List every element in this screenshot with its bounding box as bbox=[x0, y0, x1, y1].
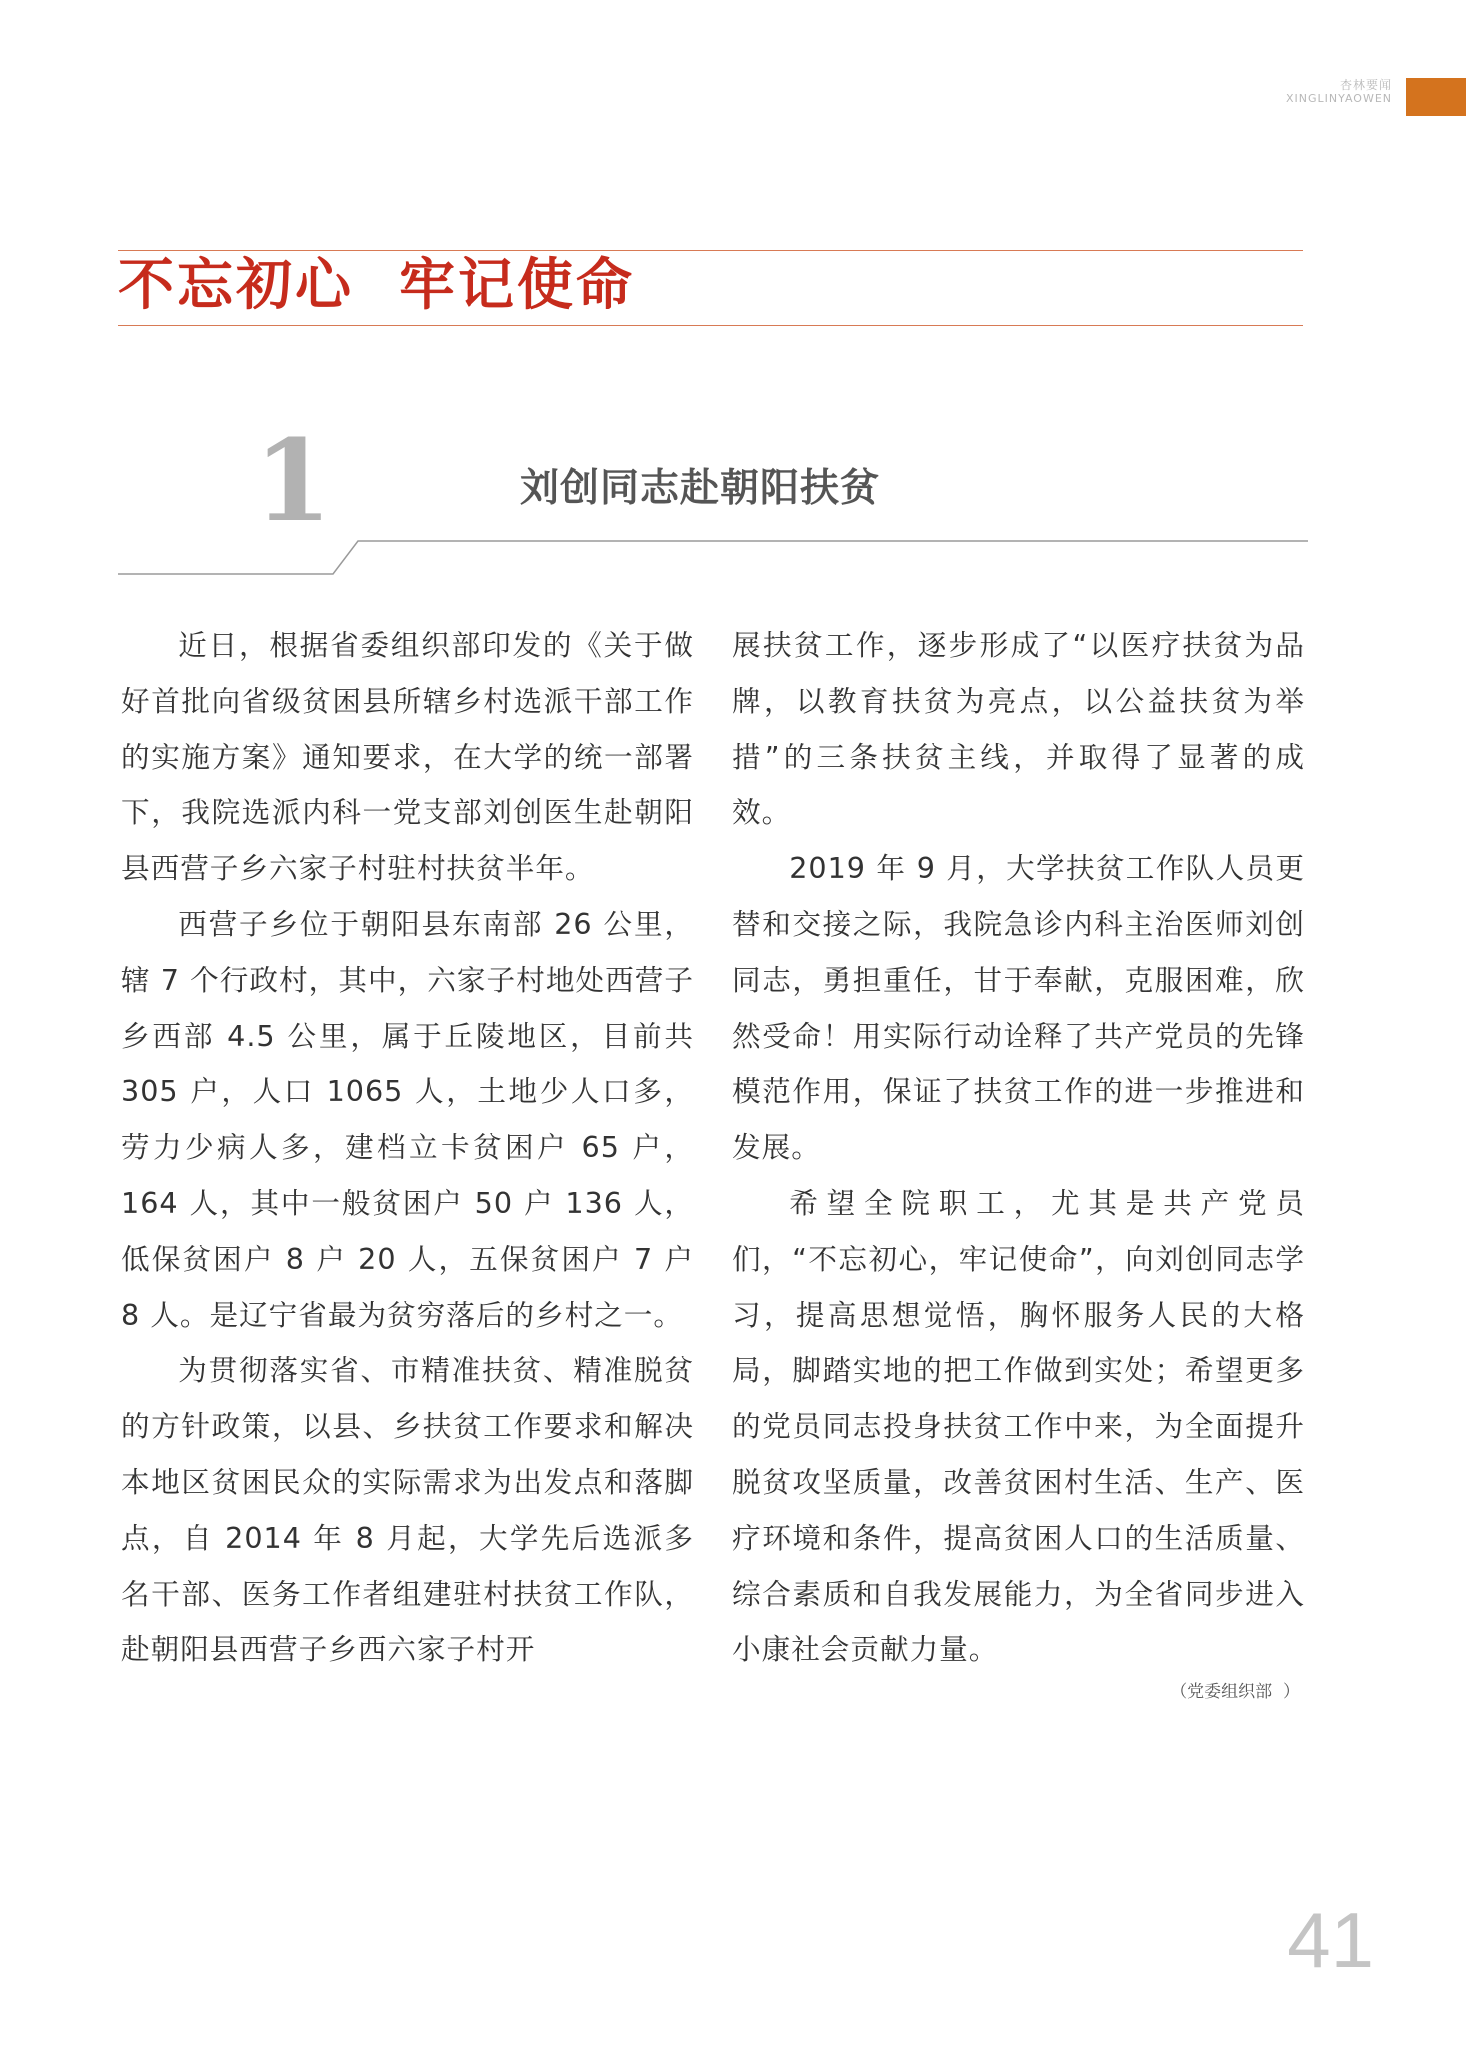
article-title: 刘创同志赴朝阳扶贫 bbox=[520, 465, 881, 511]
header-accent-bar bbox=[1406, 78, 1466, 116]
brand-name-en: XINGLINYAOWEN bbox=[1285, 92, 1392, 105]
article-body-left-column bbox=[121, 618, 694, 1678]
section-title-top-rule bbox=[118, 250, 1303, 251]
article-paragraph-continued: 展扶贫工作，逐步形成了“以医疗扶贫为品牌，以教育扶贫为亮点，以公益扶贫为举措”的三条扶贫主线，并取得了显著的成效。 bbox=[732, 628, 1305, 830]
section-title-bottom-rule bbox=[118, 325, 1303, 326]
article-paragraph: 近日，根据省委组织部印发的《关于做好首批向省级贫困县所辖乡村选派干部工作的实施方案》通知要求，在大学的统一部署下，我院选派内科一党支部刘创医生赴朝阳县西营子乡六家子村驻村扶贫半年。 bbox=[121, 628, 694, 886]
article-paragraph: 2019 年 9 月，大学扶贫工作队人员更替和交接之际，我院急诊内科主治医师刘创同志，勇担重任，甘于奉献，克服困难，欣然受命！用实际行动诠释了共产党员的先锋模范作用，保证了扶贫工作的进一步推进和发展。 bbox=[732, 851, 1305, 1165]
article-paragraph: 希望全院职工，尤其是共产党员们，“不忘初心，牢记使命”，向刘创同志学习，提高思想觉悟，胸怀服务人民的大格局，脚踏实地的把工作做到实处；希望更多的党员同志投身扶贫工作中来，为全面提升脱贫攻坚质量，改善贫困村生活、生产、医疗环境和条件，提高贫困人口的生活质量、综合素质和自我发展能力，为全省同步进入小康社会贡献力量。 bbox=[732, 1185, 1305, 1667]
article-number: 1 bbox=[254, 416, 332, 547]
article-paragraph: 西营子乡位于朝阳县东南部 26 公里，辖 7 个行政村，其中，六家子村地处西营子乡西部 4.5 公里，属于丘陵地区，目前共 305 户，人口 1065 人，土地少人口多，劳力少病人多，建档立卡贫困户 65 户，164 人，其中一般贫困户 50 户 136 人，低保贫困户 8 户 20 人，五保贫困户 7 户 8 人。是辽宁省最为贫穷落后的乡村之一。 bbox=[121, 906, 694, 1332]
brand-name-cn: 杏林要闻 bbox=[1339, 78, 1392, 92]
magazine-brand bbox=[1286, 78, 1392, 106]
section-title: 不忘初心 牢记使命 bbox=[118, 252, 635, 318]
article-paragraph: 为贯彻落实省、市精准扶贫、精准脱贫的方针政策，以县、乡扶贫工作要求和解决本地区贫困民众的实际需求为出发点和落脚点，自 2014 年 8 月起，大学先后选派多名干部、医务工作者组建驻村扶贫工作队，赴朝阳县西营子乡西六家子村开 bbox=[121, 1353, 694, 1667]
article-heading-rule bbox=[118, 536, 1308, 576]
article-body-right-column bbox=[732, 618, 1305, 1678]
article-source: （党委组织部 ） bbox=[1170, 1682, 1300, 1702]
page-number: 41 bbox=[1287, 1896, 1374, 1984]
